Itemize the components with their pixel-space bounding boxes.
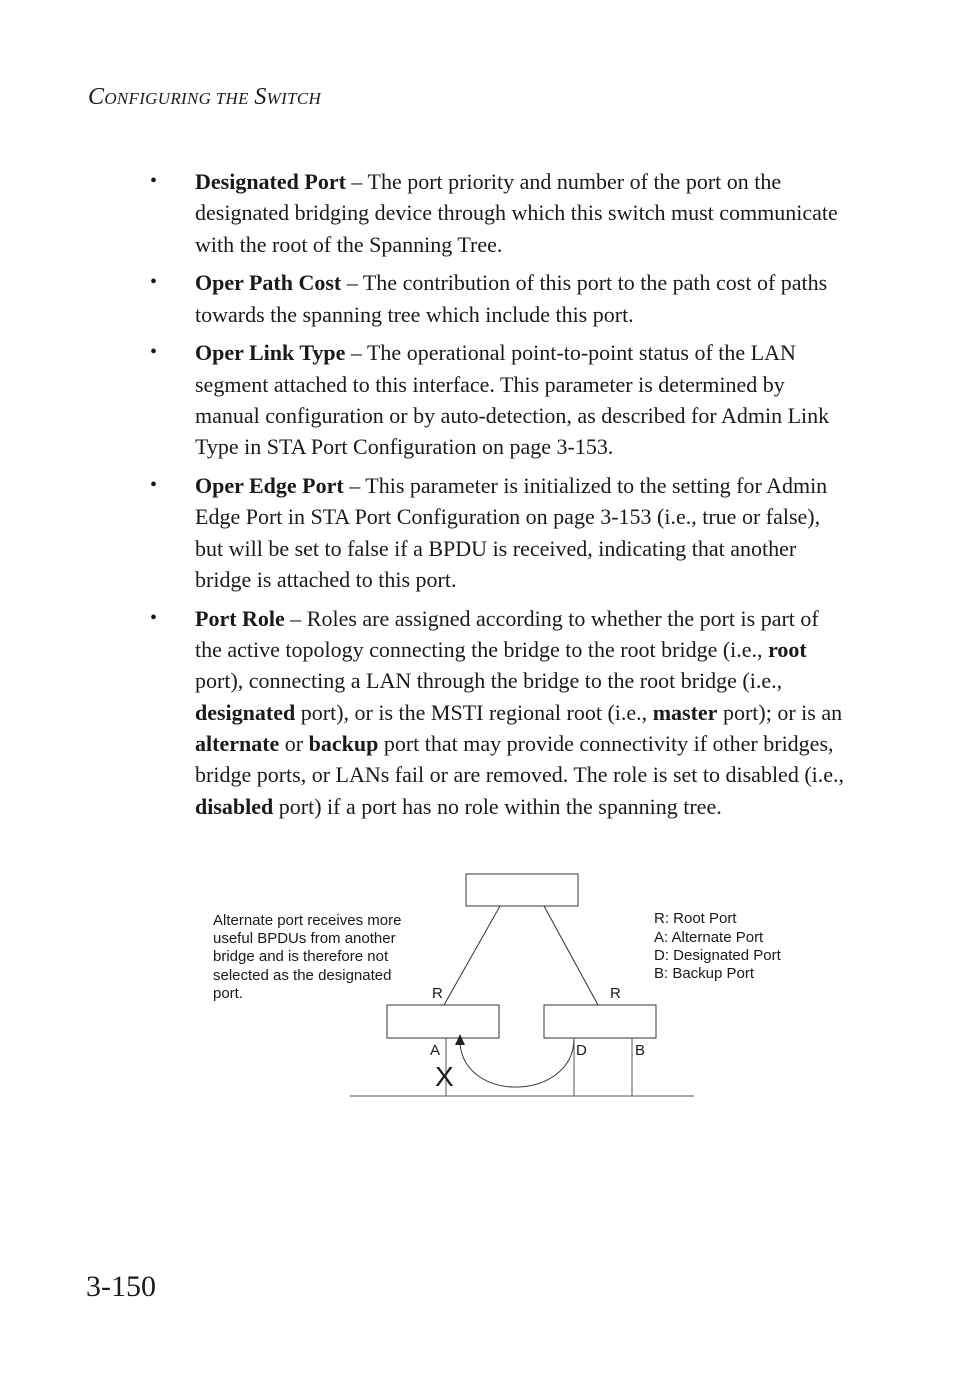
note-line: bridge and is therefore not	[213, 948, 389, 965]
definition-list	[150, 166, 850, 829]
definition: – The contribution of this port to the path cost of paths towards the spanning tree which include this port.	[195, 270, 828, 327]
bullet-glyph: •	[150, 271, 158, 294]
note-line: Alternate port receives more	[213, 912, 402, 929]
note-line: port.	[213, 985, 244, 1002]
definition: – This parameter is initialized to the setting for Admin Edge Port in STA Port Configuration on page 3-153 (i.e., true or false), but will be set to false if a BPDU is received, indicating that another bridge is attached to this port.	[195, 473, 828, 593]
label-r-right: R	[610, 985, 621, 1002]
term: Oper Edge Port	[195, 473, 344, 499]
bullet-designated-port	[150, 166, 850, 260]
root-bridge-box	[466, 874, 578, 906]
bullet-port-role: • Port Role – Roles are assigned according to whether the port is part of the active topology connecting the bridge to the root bridge (i.e., root port), connecting a LAN through the bridge to the root bridge (i.e., designated port), or is the MSTI regional root (i.e., master port); or is an alternate or backup port that may provide connectivity if other bridges, bridge ports, or LANs fail or are removed. The role is set to disabled (i.e., disabled port) if a port has no role within the spanning tree.	[150, 603, 850, 822]
bullet-glyph: •	[150, 474, 158, 497]
legend-line: D: Designated Port	[654, 947, 781, 964]
bridge-left-box	[387, 1005, 499, 1038]
definition: – The operational point-to-point status of the LAN segment attached to this interface. This parameter is determined by manual configuration or by auto-detection, as described for Admin Link Type in STA Port Configuration on page 3-153.	[195, 340, 830, 460]
legend-line: R: Root Port	[654, 910, 737, 927]
label-r-left: R	[432, 985, 443, 1002]
running-header: CONFIGURING THE SWITCH	[88, 84, 322, 110]
blocked-x-mark: X	[435, 1061, 454, 1092]
bullet-glyph: •	[150, 170, 158, 192]
bullet-oper-path-cost	[150, 267, 850, 330]
legend-line: A: Alternate Port	[654, 929, 764, 946]
term: Oper Path Cost	[195, 270, 342, 296]
label-b: B	[635, 1042, 646, 1059]
note-line: useful BPDUs from another	[213, 930, 396, 947]
link-right	[544, 906, 598, 1005]
label-a: A	[430, 1042, 441, 1059]
bridge-right-box	[544, 1005, 656, 1038]
bullet-glyph: •	[150, 606, 158, 629]
term: Oper Link Type	[195, 340, 346, 366]
note-line: selected as the designated	[213, 967, 392, 984]
link-left	[444, 906, 500, 1005]
term: Designated Port	[195, 169, 346, 194]
bullet-oper-link-type	[150, 337, 850, 462]
label-d: D	[576, 1042, 587, 1059]
bullet-oper-edge-port	[150, 470, 850, 595]
bpdu-arc	[460, 1040, 574, 1087]
term: Port Role	[195, 605, 285, 631]
bullet-glyph: •	[150, 341, 158, 364]
port-role-diagram	[200, 868, 781, 1108]
legend-line: B: Backup Port	[654, 965, 755, 982]
definition: – The port priority and number of the port on the designated bridging device through which this switch must communicate with the root of the Spanning Tree.	[195, 169, 838, 257]
page-number: 3-150	[86, 1270, 156, 1303]
